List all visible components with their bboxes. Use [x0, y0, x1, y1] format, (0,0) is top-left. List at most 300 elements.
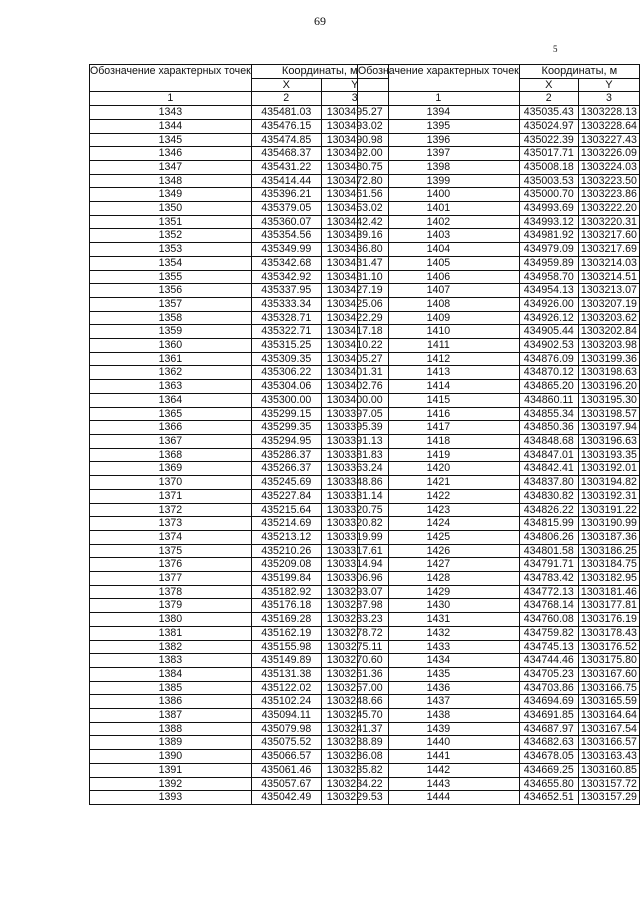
- table-row: [90, 147, 389, 161]
- point-id-cell: 1430: [358, 599, 520, 613]
- x-coordinate-cell: 435057.67: [251, 777, 321, 791]
- header-y: Y: [578, 78, 639, 92]
- y-coordinate-cell: 1303222.20: [578, 202, 639, 216]
- table-row: [358, 489, 640, 503]
- table-row: [90, 188, 389, 202]
- table-row: [358, 270, 640, 284]
- x-coordinate-cell: 435176.18: [251, 599, 321, 613]
- y-coordinate-cell: 1303417.18: [321, 325, 388, 339]
- point-id-cell: 1379: [90, 599, 252, 613]
- y-coordinate-cell: 1303228.64: [578, 119, 639, 133]
- table-row: [90, 202, 389, 216]
- y-coordinate-cell: 1303226.09: [578, 147, 639, 161]
- y-coordinate-cell: 1303207.19: [578, 297, 639, 311]
- x-coordinate-cell: 435322.71: [251, 325, 321, 339]
- point-id-cell: 1365: [90, 407, 252, 421]
- x-coordinate-cell: 434669.25: [519, 763, 578, 777]
- table-row: [358, 229, 640, 243]
- x-coordinate-cell: 435476.15: [251, 119, 321, 133]
- table-row: [90, 750, 389, 764]
- y-coordinate-cell: 1303223.50: [578, 174, 639, 188]
- y-coordinate-cell: 1303381.83: [321, 448, 388, 462]
- x-coordinate-cell: 435306.22: [251, 366, 321, 380]
- table-row: [358, 434, 640, 448]
- table-header: [90, 65, 389, 106]
- y-coordinate-cell: 1303197.94: [578, 421, 639, 435]
- point-id-cell: 1362: [90, 366, 252, 380]
- point-id-cell: 1416: [358, 407, 520, 421]
- header-col-number: 2: [519, 92, 578, 106]
- x-coordinate-cell: 435209.08: [251, 558, 321, 572]
- point-id-cell: 1426: [358, 544, 520, 558]
- x-coordinate-cell: 434959.89: [519, 256, 578, 270]
- x-coordinate-cell: 434655.80: [519, 777, 578, 791]
- x-coordinate-cell: 435294.95: [251, 434, 321, 448]
- point-id-cell: 1358: [90, 311, 252, 325]
- x-coordinate-cell: 435299.15: [251, 407, 321, 421]
- point-id-cell: 1376: [90, 558, 252, 572]
- table-body: [358, 106, 640, 805]
- x-coordinate-cell: 434850.36: [519, 421, 578, 435]
- point-id-cell: 1392: [90, 777, 252, 791]
- table-row: [90, 654, 389, 668]
- y-coordinate-cell: 1303400.00: [321, 393, 388, 407]
- table-row: [358, 695, 640, 709]
- point-id-cell: 1443: [358, 777, 520, 791]
- y-coordinate-cell: 1303278.72: [321, 626, 388, 640]
- x-coordinate-cell: 434865.20: [519, 380, 578, 394]
- table-row: [358, 243, 640, 257]
- y-coordinate-cell: 1303178.43: [578, 626, 639, 640]
- table-row: [358, 311, 640, 325]
- header-coordinates: Координаты, м: [251, 65, 388, 79]
- point-id-cell: 1435: [358, 667, 520, 681]
- table-row: [90, 434, 389, 448]
- table-row: [358, 654, 640, 668]
- x-coordinate-cell: 435414.44: [251, 174, 321, 188]
- x-coordinate-cell: 435214.69: [251, 517, 321, 531]
- x-coordinate-cell: 435431.22: [251, 160, 321, 174]
- point-id-cell: 1412: [358, 352, 520, 366]
- header-coordinates: Координаты, м: [519, 65, 639, 79]
- x-coordinate-cell: 435210.26: [251, 544, 321, 558]
- y-coordinate-cell: 1303166.75: [578, 681, 639, 695]
- header-y: Y: [321, 78, 388, 92]
- x-coordinate-cell: 435328.71: [251, 311, 321, 325]
- point-id-cell: 1357: [90, 297, 252, 311]
- table-row: [90, 572, 389, 586]
- x-coordinate-cell: 435309.35: [251, 352, 321, 366]
- header-col-number: 1: [358, 92, 520, 106]
- header-col-number: 3: [321, 92, 388, 106]
- table-row: [358, 407, 640, 421]
- point-id-cell: 1364: [90, 393, 252, 407]
- x-coordinate-cell: 435354.56: [251, 229, 321, 243]
- table-row: [358, 339, 640, 353]
- point-id-cell: 1400: [358, 188, 520, 202]
- point-id-cell: 1420: [358, 462, 520, 476]
- y-coordinate-cell: 1303163.43: [578, 750, 639, 764]
- point-id-cell: 1369: [90, 462, 252, 476]
- table-row: [358, 517, 640, 531]
- table-row: [358, 174, 640, 188]
- x-coordinate-cell: 435035.43: [519, 106, 578, 120]
- point-id-cell: 1431: [358, 613, 520, 627]
- point-id-cell: 1409: [358, 311, 520, 325]
- table-row: [90, 585, 389, 599]
- x-coordinate-cell: 434855.34: [519, 407, 578, 421]
- y-coordinate-cell: 1303395.39: [321, 421, 388, 435]
- y-coordinate-cell: 1303186.25: [578, 544, 639, 558]
- y-coordinate-cell: 1303320.82: [321, 517, 388, 531]
- y-coordinate-cell: 1303405.27: [321, 352, 388, 366]
- point-id-cell: 1437: [358, 695, 520, 709]
- y-coordinate-cell: 1303175.80: [578, 654, 639, 668]
- x-coordinate-cell: 435227.84: [251, 489, 321, 503]
- x-coordinate-cell: 435215.64: [251, 503, 321, 517]
- point-id-cell: 1419: [358, 448, 520, 462]
- point-id-cell: 1343: [90, 106, 252, 120]
- x-coordinate-cell: 435337.95: [251, 284, 321, 298]
- x-coordinate-cell: 434783.42: [519, 572, 578, 586]
- y-coordinate-cell: 1303442.42: [321, 215, 388, 229]
- y-coordinate-cell: 1303214.03: [578, 256, 639, 270]
- point-id-cell: 1411: [358, 339, 520, 353]
- table-row: [358, 558, 640, 572]
- x-coordinate-cell: 435286.37: [251, 448, 321, 462]
- x-coordinate-cell: 434842.41: [519, 462, 578, 476]
- y-coordinate-cell: 1303257.00: [321, 681, 388, 695]
- y-coordinate-cell: 1303410.22: [321, 339, 388, 353]
- table-row: [358, 462, 640, 476]
- table-row: [90, 229, 389, 243]
- point-id-cell: 1444: [358, 791, 520, 805]
- point-id-cell: 1347: [90, 160, 252, 174]
- y-coordinate-cell: 1303198.57: [578, 407, 639, 421]
- y-coordinate-cell: 1303192.01: [578, 462, 639, 476]
- x-coordinate-cell: 435300.00: [251, 393, 321, 407]
- y-coordinate-cell: 1303182.95: [578, 572, 639, 586]
- table-row: [358, 160, 640, 174]
- point-id-cell: 1371: [90, 489, 252, 503]
- x-coordinate-cell: 434705.23: [519, 667, 578, 681]
- x-coordinate-cell: 434848.68: [519, 434, 578, 448]
- point-id-cell: 1422: [358, 489, 520, 503]
- point-id-cell: 1391: [90, 763, 252, 777]
- y-coordinate-cell: 1303236.08: [321, 750, 388, 764]
- point-id-cell: 1381: [90, 626, 252, 640]
- table-row: [90, 667, 389, 681]
- point-id-cell: 1433: [358, 640, 520, 654]
- point-id-cell: 1359: [90, 325, 252, 339]
- point-id-cell: 1401: [358, 202, 520, 216]
- table-row: [90, 681, 389, 695]
- x-coordinate-cell: 435042.49: [251, 791, 321, 805]
- point-id-cell: 1350: [90, 202, 252, 216]
- y-coordinate-cell: 1303431.10: [321, 270, 388, 284]
- point-id-cell: 1436: [358, 681, 520, 695]
- y-coordinate-cell: 1303439.16: [321, 229, 388, 243]
- point-id-cell: 1385: [90, 681, 252, 695]
- x-coordinate-cell: 435468.37: [251, 147, 321, 161]
- point-id-cell: 1372: [90, 503, 252, 517]
- y-coordinate-cell: 1303261.36: [321, 667, 388, 681]
- table-row: [358, 530, 640, 544]
- point-id-cell: 1424: [358, 517, 520, 531]
- point-id-cell: 1370: [90, 476, 252, 490]
- y-coordinate-cell: 1303427.19: [321, 284, 388, 298]
- point-id-cell: 1388: [90, 722, 252, 736]
- y-coordinate-cell: 1303229.53: [321, 791, 388, 805]
- y-coordinate-cell: 1303198.63: [578, 366, 639, 380]
- y-coordinate-cell: 1303391.13: [321, 434, 388, 448]
- y-coordinate-cell: 1303187.36: [578, 530, 639, 544]
- point-id-cell: 1373: [90, 517, 252, 531]
- point-id-cell: 1395: [358, 119, 520, 133]
- coordinates-table-right: [357, 64, 640, 805]
- x-coordinate-cell: 434652.51: [519, 791, 578, 805]
- x-coordinate-cell: 435396.21: [251, 188, 321, 202]
- y-coordinate-cell: 1303191.22: [578, 503, 639, 517]
- y-coordinate-cell: 1303228.13: [578, 106, 639, 120]
- y-coordinate-cell: 1303495.27: [321, 106, 388, 120]
- header-point-label: Обозначение характерных точек: [358, 65, 520, 92]
- x-coordinate-cell: 435155.98: [251, 640, 321, 654]
- table-body: [90, 106, 389, 805]
- x-coordinate-cell: 434860.11: [519, 393, 578, 407]
- table-row: [358, 147, 640, 161]
- point-id-cell: 1393: [90, 791, 252, 805]
- table-row: [90, 544, 389, 558]
- point-id-cell: 1418: [358, 434, 520, 448]
- table-row: [90, 352, 389, 366]
- x-coordinate-cell: 435131.38: [251, 667, 321, 681]
- table-row: [358, 763, 640, 777]
- table-row: [358, 325, 640, 339]
- y-coordinate-cell: 1303241.37: [321, 722, 388, 736]
- x-coordinate-cell: 434926.00: [519, 297, 578, 311]
- y-coordinate-cell: 1303287.98: [321, 599, 388, 613]
- x-coordinate-cell: 435008.18: [519, 160, 578, 174]
- point-id-cell: 1425: [358, 530, 520, 544]
- header-x: X: [251, 78, 321, 92]
- table-row: [358, 352, 640, 366]
- table-row: [90, 119, 389, 133]
- table-row: [358, 256, 640, 270]
- point-id-cell: 1386: [90, 695, 252, 709]
- table-row: [358, 791, 640, 805]
- y-coordinate-cell: 1303283.23: [321, 613, 388, 627]
- table-row: [358, 215, 640, 229]
- point-id-cell: 1384: [90, 667, 252, 681]
- y-coordinate-cell: 1303319.99: [321, 530, 388, 544]
- x-coordinate-cell: 435122.02: [251, 681, 321, 695]
- x-coordinate-cell: 434703.86: [519, 681, 578, 695]
- point-id-cell: 1348: [90, 174, 252, 188]
- x-coordinate-cell: 435349.99: [251, 243, 321, 257]
- point-id-cell: 1432: [358, 626, 520, 640]
- x-coordinate-cell: 434830.82: [519, 489, 578, 503]
- point-id-cell: 1383: [90, 654, 252, 668]
- x-coordinate-cell: 435299.35: [251, 421, 321, 435]
- point-id-cell: 1410: [358, 325, 520, 339]
- table-row: [358, 585, 640, 599]
- table-row: [90, 215, 389, 229]
- table-row: [90, 503, 389, 517]
- x-coordinate-cell: 435379.05: [251, 202, 321, 216]
- y-coordinate-cell: 1303401.31: [321, 366, 388, 380]
- y-coordinate-cell: 1303314.94: [321, 558, 388, 572]
- x-coordinate-cell: 434759.82: [519, 626, 578, 640]
- y-coordinate-cell: 1303190.99: [578, 517, 639, 531]
- point-id-cell: 1428: [358, 572, 520, 586]
- point-id-cell: 1346: [90, 147, 252, 161]
- y-coordinate-cell: 1303431.47: [321, 256, 388, 270]
- table-row: [358, 448, 640, 462]
- x-coordinate-cell: 435245.69: [251, 476, 321, 490]
- table-row: [90, 763, 389, 777]
- corner-mark: 5: [553, 44, 558, 54]
- point-id-cell: 1403: [358, 229, 520, 243]
- point-id-cell: 1417: [358, 421, 520, 435]
- x-coordinate-cell: 435213.12: [251, 530, 321, 544]
- y-coordinate-cell: 1303196.63: [578, 434, 639, 448]
- table-row: [90, 709, 389, 723]
- point-id-cell: 1352: [90, 229, 252, 243]
- point-id-cell: 1367: [90, 434, 252, 448]
- y-coordinate-cell: 1303453.02: [321, 202, 388, 216]
- y-coordinate-cell: 1303217.69: [578, 243, 639, 257]
- x-coordinate-cell: 435003.53: [519, 174, 578, 188]
- table-row: [358, 188, 640, 202]
- x-coordinate-cell: 434870.12: [519, 366, 578, 380]
- table-row: [90, 722, 389, 736]
- y-coordinate-cell: 1303199.36: [578, 352, 639, 366]
- x-coordinate-cell: 434837.80: [519, 476, 578, 490]
- y-coordinate-cell: 1303227.43: [578, 133, 639, 147]
- x-coordinate-cell: 435000.70: [519, 188, 578, 202]
- x-coordinate-cell: 435360.07: [251, 215, 321, 229]
- table-row: [90, 791, 389, 805]
- point-id-cell: 1361: [90, 352, 252, 366]
- table-row: [90, 297, 389, 311]
- table-row: [358, 722, 640, 736]
- point-id-cell: 1406: [358, 270, 520, 284]
- x-coordinate-cell: 434691.85: [519, 709, 578, 723]
- table-row: [358, 366, 640, 380]
- table-row: [90, 613, 389, 627]
- x-coordinate-cell: 435061.46: [251, 763, 321, 777]
- table-row: [90, 160, 389, 174]
- x-coordinate-cell: 435182.92: [251, 585, 321, 599]
- header-col-number: 3: [578, 92, 639, 106]
- x-coordinate-cell: 435342.68: [251, 256, 321, 270]
- y-coordinate-cell: 1303348.86: [321, 476, 388, 490]
- y-coordinate-cell: 1303184.75: [578, 558, 639, 572]
- point-id-cell: 1415: [358, 393, 520, 407]
- point-id-cell: 1427: [358, 558, 520, 572]
- point-id-cell: 1394: [358, 106, 520, 120]
- table-row: [90, 462, 389, 476]
- point-id-cell: 1404: [358, 243, 520, 257]
- y-coordinate-cell: 1303214.51: [578, 270, 639, 284]
- x-coordinate-cell: 434876.09: [519, 352, 578, 366]
- x-coordinate-cell: 434694.69: [519, 695, 578, 709]
- x-coordinate-cell: 435315.25: [251, 339, 321, 353]
- point-id-cell: 1405: [358, 256, 520, 270]
- table-row: [358, 736, 640, 750]
- point-id-cell: 1440: [358, 736, 520, 750]
- y-coordinate-cell: 1303166.57: [578, 736, 639, 750]
- y-coordinate-cell: 1303293.07: [321, 585, 388, 599]
- y-coordinate-cell: 1303167.60: [578, 667, 639, 681]
- header-col-number: 2: [251, 92, 321, 106]
- x-coordinate-cell: 434806.26: [519, 530, 578, 544]
- y-coordinate-cell: 1303203.62: [578, 311, 639, 325]
- x-coordinate-cell: 434993.12: [519, 215, 578, 229]
- y-coordinate-cell: 1303397.05: [321, 407, 388, 421]
- table-row: [90, 339, 389, 353]
- table-row: [90, 366, 389, 380]
- coordinates-table-left: [89, 64, 389, 805]
- y-coordinate-cell: 1303157.29: [578, 791, 639, 805]
- point-id-cell: 1413: [358, 366, 520, 380]
- x-coordinate-cell: 435079.98: [251, 722, 321, 736]
- table-row: [90, 599, 389, 613]
- y-coordinate-cell: 1303306.96: [321, 572, 388, 586]
- table-row: [90, 106, 389, 120]
- header-point-label: Обозначение характерных точек: [90, 65, 252, 92]
- x-coordinate-cell: 435102.24: [251, 695, 321, 709]
- y-coordinate-cell: 1303202.84: [578, 325, 639, 339]
- table-row: [358, 544, 640, 558]
- table-row: [90, 393, 389, 407]
- x-coordinate-cell: 434847.01: [519, 448, 578, 462]
- x-coordinate-cell: 434791.71: [519, 558, 578, 572]
- y-coordinate-cell: 1303157.72: [578, 777, 639, 791]
- point-id-cell: 1389: [90, 736, 252, 750]
- y-coordinate-cell: 1303472.80: [321, 174, 388, 188]
- point-id-cell: 1380: [90, 613, 252, 627]
- header-x: X: [519, 78, 578, 92]
- y-coordinate-cell: 1303213.07: [578, 284, 639, 298]
- table-row: [90, 421, 389, 435]
- x-coordinate-cell: 434678.05: [519, 750, 578, 764]
- point-id-cell: 1421: [358, 476, 520, 490]
- table-row: [90, 325, 389, 339]
- x-coordinate-cell: 435149.89: [251, 654, 321, 668]
- table-row: [358, 503, 640, 517]
- y-coordinate-cell: 1303176.19: [578, 613, 639, 627]
- x-coordinate-cell: 434958.70: [519, 270, 578, 284]
- table-row: [90, 558, 389, 572]
- table-row: [90, 777, 389, 791]
- point-id-cell: 1349: [90, 188, 252, 202]
- table-row: [90, 476, 389, 490]
- x-coordinate-cell: 434902.53: [519, 339, 578, 353]
- x-coordinate-cell: 434905.44: [519, 325, 578, 339]
- x-coordinate-cell: 434815.99: [519, 517, 578, 531]
- y-coordinate-cell: 1303217.60: [578, 229, 639, 243]
- table-row: [358, 119, 640, 133]
- point-id-cell: 1363: [90, 380, 252, 394]
- y-coordinate-cell: 1303196.20: [578, 380, 639, 394]
- table-row: [358, 750, 640, 764]
- y-coordinate-cell: 1303317.61: [321, 544, 388, 558]
- point-id-cell: 1414: [358, 380, 520, 394]
- point-id-cell: 1368: [90, 448, 252, 462]
- point-id-cell: 1402: [358, 215, 520, 229]
